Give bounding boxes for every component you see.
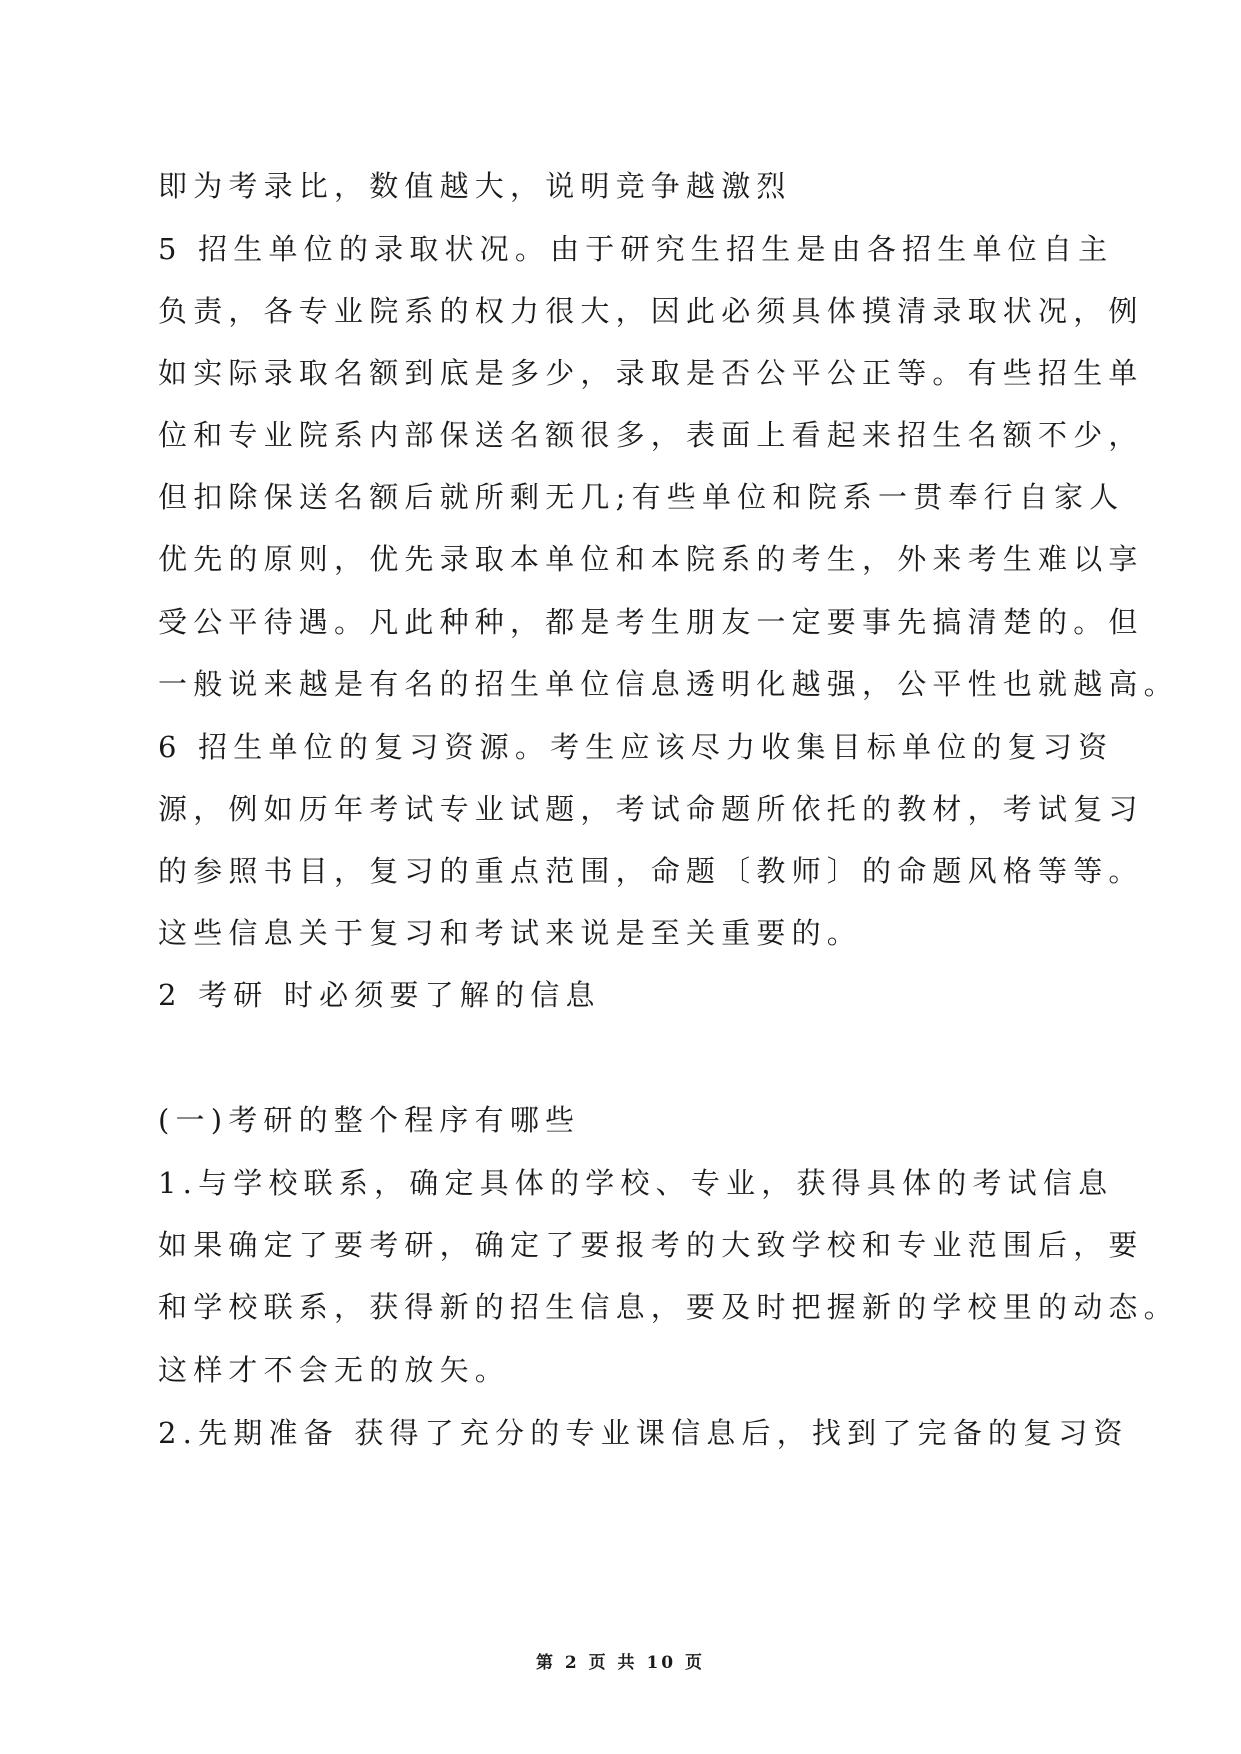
text-line: 1.与学校联系，确定具体的学校、专业，获得具体的考试信息 [158,1166,1114,1200]
text-line: 位和专业院系内部保送名额很多，表面上看起来招生名额不少， [158,418,1144,452]
text-line: 和学校联系，获得新的招生信息，要及时把握新的学校里的动态。 [158,1290,1179,1324]
subsection-heading: (一)考研的整个程序有哪些 [158,1103,581,1137]
text-line: 源，例如历年考试专业试题，考试命题所依托的教材，考试复习 [158,792,1144,826]
text-line: 如实际录取名额到底是多少，录取是否公平公正等。有些招生单 [158,356,1144,390]
text-line: 负责，各专业院系的权力很大，因此必须具体摸清录取状况，例 [158,294,1144,328]
text-line: 受公平待遇。凡此种种，都是考生朋友一定要事先搞清楚的。但 [158,605,1144,639]
text-line: 如果确定了要考研，确定了要报考的大致学校和专业范围后，要 [158,1228,1144,1262]
text-line: 这样才不会无的放矢。 [158,1353,511,1387]
text-line: 的参照书目，复习的重点范围，命题〔教师〕的命题风格等等。 [158,854,1144,888]
text-line: 一般说来越是有名的招生单位信息透明化越强，公平性也就越高。 [158,667,1179,701]
text-line: 但扣除保送名额后就所剩无几;有些单位和院系一贯奉行自家人 [158,480,1125,514]
page-number-footer: 第 2 页 共 10 页 [535,1653,706,1673]
text-line: 即为考录比，数值越大，说明竞争越激烈 [158,169,792,203]
text-line: 这些信息关于复习和考试来说是至关重要的。 [158,916,863,950]
text-line: 6 招生单位的复习资源。考生应该尽力收集目标单位的复习资 [158,730,1114,764]
text-line: 优先的原则，优先录取本单位和本院系的考生，外来考生难以享 [158,542,1144,576]
section-heading: 2 考研 时必须要了解的信息 [158,978,601,1012]
text-line: 5 招生单位的录取状况。由于研究生招生是由各招生单位自主 [158,232,1114,266]
text-line: 2.先期准备 获得了充分的专业课信息后，找到了完备的复习资 [158,1416,1129,1450]
